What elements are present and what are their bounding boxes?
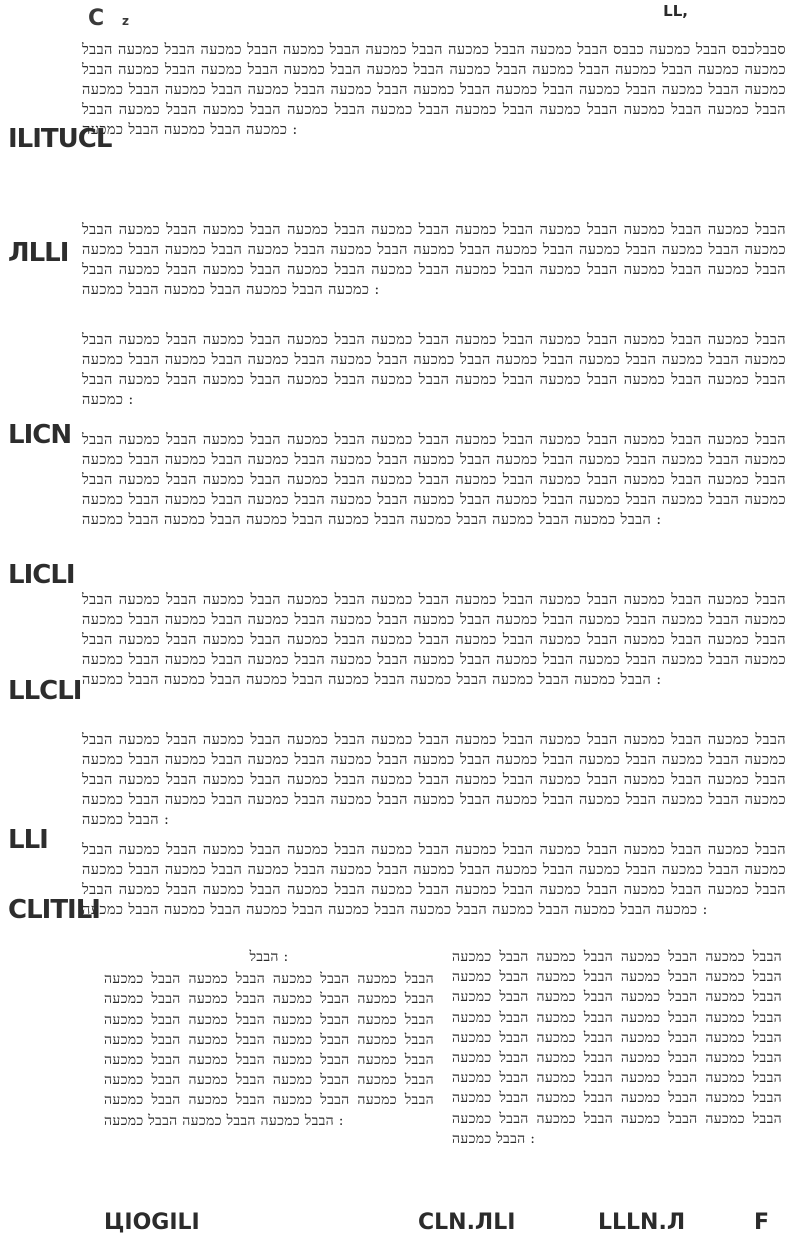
column-text: הבבל כמכעה הבבל כמכעה הבבל כמכעה הבבל כמכעה הבבל כמכעה הבבל כמכעה הבבל כמכעה הבבל כמכעה הבבל כמכעה הבבל כמכעה הבבל כמכעה הבבל כמכעה הבבל כמכעה הבבל כמכעה הבבל כמכעה הבבל כמכעה הבבל כמכעה הבבל כמכעה הבבל כמכעה הבבל כמכעה הבבל כמכעה הבבל כמכעה הבבל כמכעה הבבל כמכעה הבבל כמכעה הבבל כמכעה הבבל כמכעה הבבל כמכעה הבבל כמכעה הבבל כמכעה הבבל כמכעה הבבל כמכעה הבבל כמכעה הבבל כמכעה הבבל כמכעה הבבל כמכעה הבבל כמכעה :	[452, 949, 782, 1147]
footer-center-label: CLN.ЛLI	[418, 1210, 516, 1235]
column-heading: הבבל :	[249, 949, 289, 965]
corner-glyph-2: z	[122, 14, 129, 28]
paragraph-text: הבבל כמכעה הבבל כמכעה הבבל כמכעה הבבל כמכעה הבבל כמכעה הבבל כמכעה הבבל כמכעה הבבל כמכעה הבבל כמכעה הבבל כמכעה הבבל כמכעה הבבל כמכעה הבבל כמכעה הבבל כמכעה הבבל כמכעה הבבל כמכעה הבבל כמכעה הבבל כמכעה הבבל כמכעה הבבל כמכעה הבבל כמכעה הבבל כמכעה הבבל כמכעה הבבל כמכעה הבבל כמכעה הבבל כמכעה הבבל כמכעה הבבל כמכעה הבבל כמכעה הבבל כמכעה הבבל כמכעה הבבל כמכעה הבבל כמכעה הבבל כמכעה הבבל כמכעה :	[82, 732, 786, 829]
running-header: LL,	[663, 2, 688, 20]
body-paragraph-2	[82, 220, 786, 300]
page-footer	[0, 1210, 800, 1250]
paragraph-text: הבבל כמכעה הבבל כמכעה הבבל כמכעה הבבל כמכעה הבבל כמכעה הבבל כמכעה הבבל כמכעה הבבל כמכעה הבבל כמכעה הבבל כמכעה הבבל כמכעה הבבל כמכעה הבבל כמכעה הבבל כמכעה הבבל כמכעה הבבל כמכעה הבבל כמכעה הבבל כמכעה הבבל כמכעה הבבל כמכעה הבבל כמכעה הבבל כמכעה הבבל כמכעה הבבל כמכעה הבבל כמכעה הבבל כמכעה הבבל כמכעה הבבל כמכעה הבבל כמכעה הבבל כמכעה הבבל כמכעה הבבל כמכעה הבבל כמכעה הבבל כמכעה הבבל כמכעה הבבל כמכעה הבבל כמכעה הבבל כמכעה הבבל כמכעה הבבל כמכעה הבבל כמכעה :	[82, 432, 786, 529]
paragraph-text: הבבל כמכעה הבבל כמכעה הבבל כמכעה הבבל כמכעה הבבל כמכעה הבבל כמכעה הבבל כמכעה הבבל כמכעה הבבל כמכעה הבבל כמכעה הבבל כמכעה הבבל כמכעה הבבל כמכעה הבבל כמכעה הבבל כמכעה הבבל כמכעה הבבל כמכעה הבבל כמכעה הבבל כמכעה הבבל כמכעה הבבל כמכעה הבבל כמכעה הבבל כמכעה הבבל כמכעה הבבל כמכעה הבבל כמכעה הבבל כמכעה הבבל כמכעה הבבל כמכעה הבבל כמכעה הבבל כמכעה הבבל כמכעה הבבל כמכעה הבבל כמכעה הבבל כמכעה הבבל כמכעה הבבל כמכעה הבבל כמכעה הבבל כמכעה הבבל כמכעה הבבל כמכעה :	[82, 592, 786, 689]
margin-label-5: LLCLI	[8, 676, 82, 706]
margin-label-7: CLITILI	[8, 895, 100, 925]
page-corner-mark	[52, 6, 192, 30]
margin-label-1: ILITUCL	[8, 124, 112, 154]
body-paragraph-7	[82, 840, 786, 920]
page-number: F	[754, 1210, 770, 1235]
body-paragraph-1	[82, 40, 786, 140]
margin-label-4: LICLI	[8, 560, 75, 590]
paragraph-text: סבבלכבס הבבל כמכעה כבבס הבבל כמכעה הבבל כמכעה הבבל כמכעה הבבל כמכעה הבבל כמכעה הבבל כמכעה הבבל כמכעה כמכעה הבבל כמכעה הבבל כמכעה הבבל כמכעה הבבל כמכעה הבבל כמכעה הבבל כמכעה הבבל כמכעה הבבל כמכעה הבבל כמכעה הבבל כמכעה הבבל כמכעה הבבל כמכעה הבבל כמכעה הבבל כמכעה הבבל כמכעה הבבל כמכעה הבבל כמכעה הבבל כמכעה הבבל כמכעה הבבל כמכעה הבבל כמכעה הבבל כמכעה הבבל כמכעה הבבל כמכעה הבבל כמכעה הבבל כמכעה הבבל כמכעה :	[82, 42, 786, 139]
paragraph-text: הבבל כמכעה הבבל כמכעה הבבל כמכעה הבבל כמכעה הבבל כמכעה הבבל כמכעה הבבל כמכעה הבבל כמכעה הבבל כמכעה הבבל כמכעה הבבל כמכעה הבבל כמכעה הבבל כמכעה הבבל כמכעה הבבל כמכעה הבבל כמכעה הבבל כמכעה הבבל כמכעה הבבל כמכעה הבבל כמכעה הבבל כמכעה הבבל כמכעה הבבל כמכעה הבבל כמכעה הבבל כמכעה הבבל כמכעה הבבל כמכעה הבבל כמכעה הבבל כמכעה הבבל כמכעה הבבל כמכעה הבבל כמכעה הבבל כמכעה :	[82, 842, 786, 919]
footer-left-label: ЦIOGILI	[104, 1210, 200, 1235]
body-paragraph-5	[82, 590, 786, 690]
paragraph-text: הבבל כמכעה הבבל כמכעה הבבל כמכעה הבבל כמכעה הבבל כמכעה הבבל כמכעה הבבל כמכעה הבבל כמכעה הבבל כמכעה הבבל כמכעה הבבל כמכעה הבבל כמכעה הבבל כמכעה הבבל כמכעה הבבל כמכעה הבבל כמכעה הבבל כמכעה הבבל כמכעה הבבל כמכעה הבבל כמכעה הבבל כמכעה הבבל כמכעה הבבל כמכעה הבבל כמכעה הבבל כמכעה הבבל כמכעה :	[82, 332, 786, 409]
margin-label-2: ЛLLI	[8, 238, 69, 268]
margin-label-6: LLI	[8, 825, 48, 855]
footer-right-label: LLLN.Л	[598, 1210, 686, 1235]
column-text: הבבל כמכעה הבבל כמכעה הבבל כמכעה הבבל כמכעה הבבל כמכעה הבבל כמכעה הבבל כמכעה הבבל כמכעה הבבל כמכעה הבבל כמכעה הבבל כמכעה הבבל כמכעה הבבל כמכעה הבבל כמכעה הבבל כמכעה הבבל כמכעה הבבל כמכעה הבבל כמכעה הבבל כמכעה הבבל כמכעה הבבל כמכעה הבבל כמכעה הבבל כמכעה הבבל כמכעה הבבל כמכעה הבבל כמכעה הבבל כמכעה הבבל כמכעה הבבל כמכעה הבבל כמכעה הבבל כמכעה :	[104, 971, 434, 1129]
right-column	[452, 947, 782, 1149]
margin-label-3: LICN	[8, 420, 72, 450]
body-paragraph-4	[82, 430, 786, 530]
paragraph-text: הבבל כמכעה הבבל כמכעה הבבל כמכעה הבבל כמכעה הבבל כמכעה הבבל כמכעה הבבל כמכעה הבבל כמכעה הבבל כמכעה הבבל כמכעה הבבל כמכעה הבבל כמכעה הבבל כמכעה הבבל כמכעה הבבל כמכעה הבבל כמכעה הבבל כמכעה הבבל כמכעה הבבל כמכעה הבבל כמכעה הבבל כמכעה הבבל כמכעה הבבל כמכעה הבבל כמכעה הבבל כמכעה הבבל כמכעה הבבל כמכעה הבבל כמכעה הבבל כמכעה :	[82, 222, 786, 299]
body-paragraph-6	[82, 730, 786, 830]
left-column	[104, 947, 434, 1131]
body-paragraph-3	[82, 330, 786, 410]
corner-glyph-1: C	[88, 6, 105, 31]
